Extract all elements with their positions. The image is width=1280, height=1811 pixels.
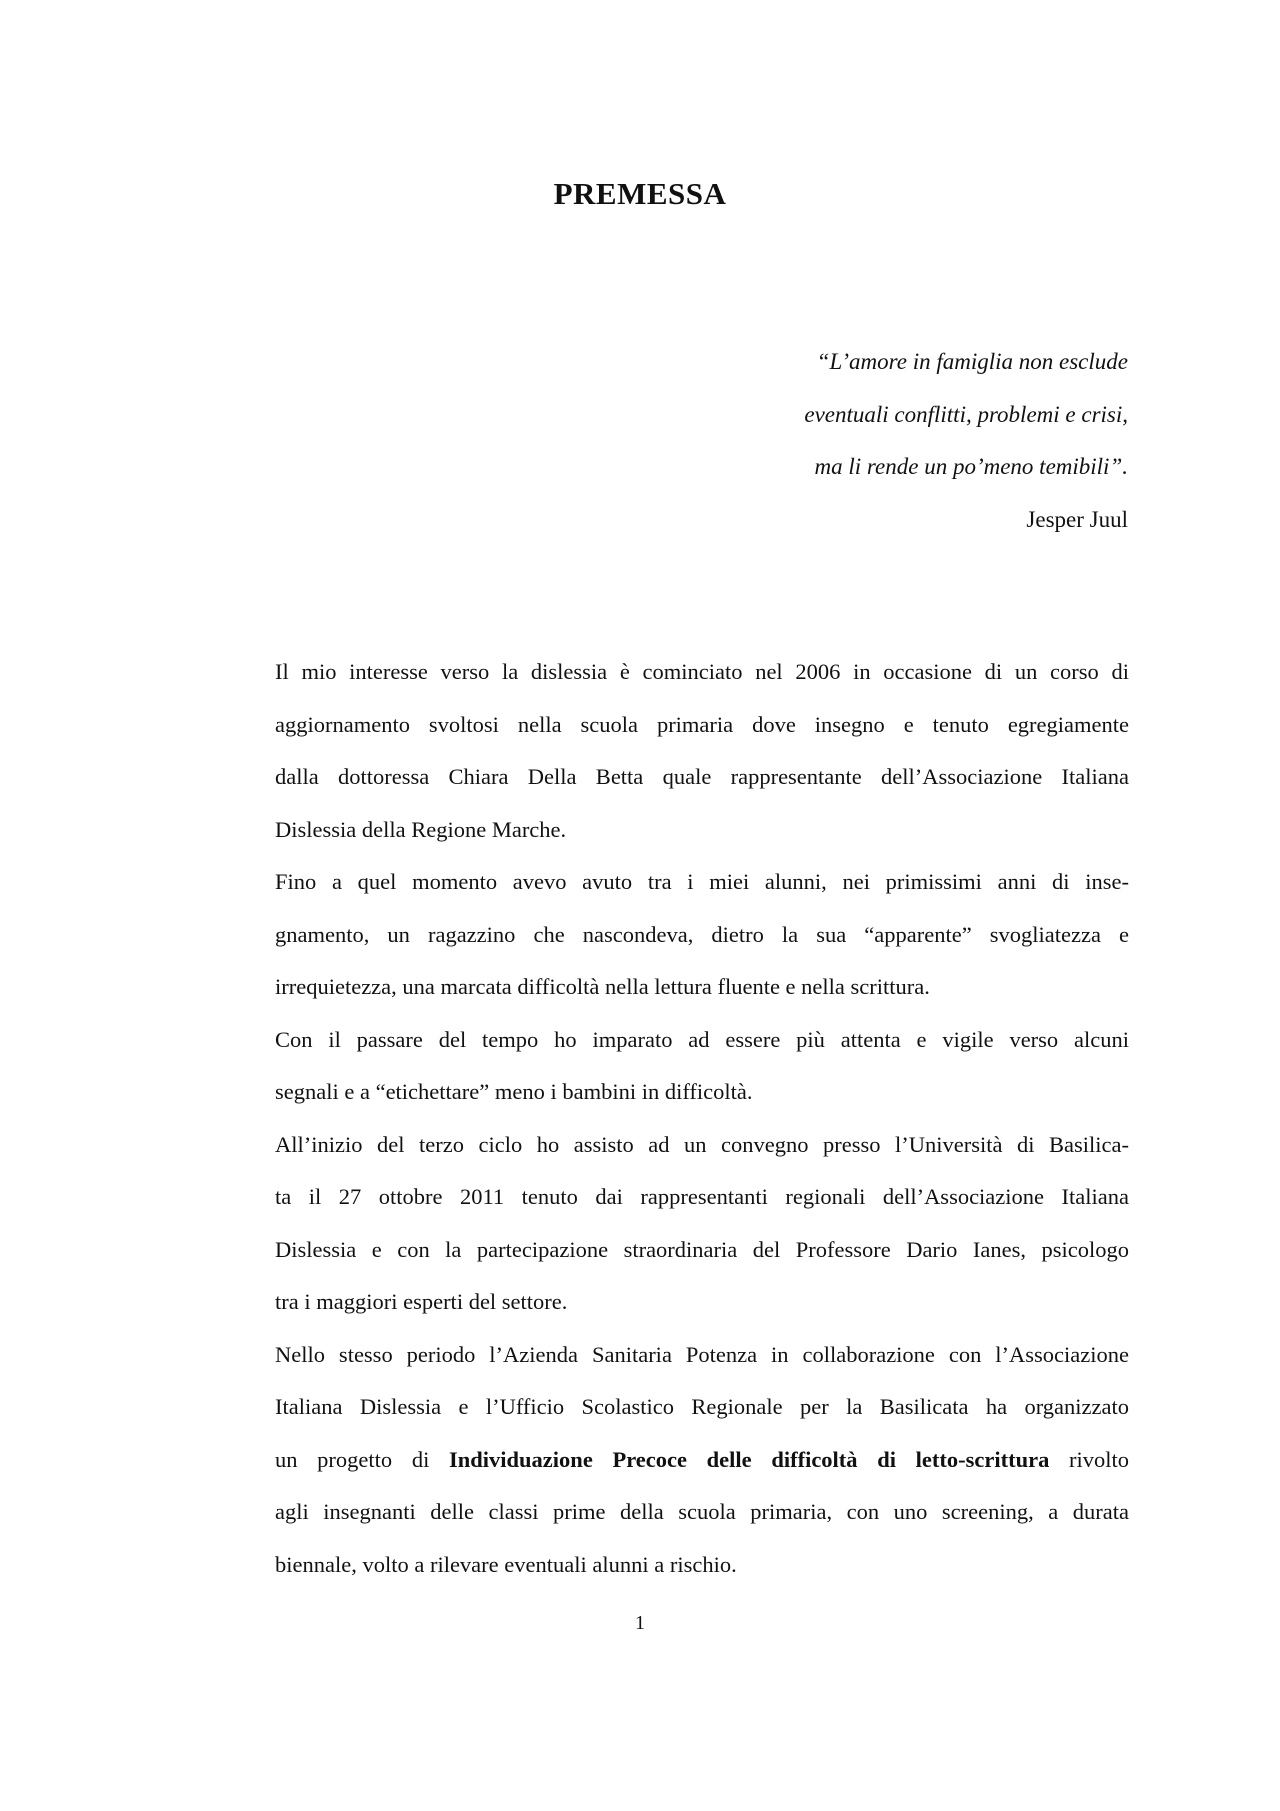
text-line: Dislessia e con la partecipazione straordinaria del Professore Dario Ianes, psicologo: [275, 1236, 1129, 1262]
text-line: All’inizio del terzo ciclo ho assisto ad un convegno presso l’Università di Basilica-: [275, 1131, 1129, 1157]
text-line: gnamento, un ragazzino che nascondeva, dietro la sua “apparente” svogliatezza e: [275, 921, 1129, 947]
text-line: Fino a quel momento avevo avuto tra i miei alunni, nei primissimi anni di inse-: [275, 869, 1129, 894]
epigraph-quote: [804, 336, 1128, 546]
text-line: dalla dottoressa Chiara Della Betta quale rappresentante dell’Associazione Italiana: [275, 764, 1129, 789]
text-line: tra i maggiori esperti del settore.: [275, 1289, 568, 1314]
paragraph: [275, 1329, 1129, 1592]
bold-project-title: Individuazione Precoce delle difficoltà di letto-scrittura: [449, 1446, 1050, 1472]
page-title: PREMESSA: [553, 176, 727, 211]
text-line: Con il passare del tempo ho imparato ad essere più attenta e vigile verso alcuni: [275, 1026, 1129, 1052]
text-line: ta il 27 ottobre 2011 tenuto dai rappresentanti regionali dell’Associazione Italiana: [275, 1184, 1129, 1209]
epigraph-line: ma li rende un po’meno temibili”.: [814, 454, 1128, 479]
text-segment: rivolto: [1049, 1446, 1130, 1472]
paragraph: [275, 1014, 1129, 1119]
text-line: agli insegnanti delle classi prime della scuola primaria, con uno screening, a durata: [275, 1499, 1129, 1524]
epigraph-line: “L’amore in famiglia non esclude: [816, 349, 1128, 374]
text-line: irrequietezza, una marcata difficoltà nella lettura fluente e nella scrittura.: [275, 974, 930, 999]
text-line: Italiana Dislessia e l’Ufficio Scolastico Regionale per la Basilicata ha organizzato: [275, 1394, 1129, 1419]
text-line: Dislessia della Regione Marche.: [275, 816, 567, 842]
paragraph: [275, 646, 1129, 856]
paragraph: [275, 856, 1129, 1014]
page-number: 1: [635, 1612, 645, 1634]
text-line: segnali e a “etichettare” meno i bambini in difficoltà.: [275, 1079, 753, 1104]
epigraph-author: Jesper Juul: [1026, 506, 1128, 532]
epigraph-line: eventuali conflitti, problemi e crisi,: [804, 401, 1128, 427]
text-segment: un progetto di: [275, 1446, 449, 1472]
body-text: [275, 646, 1129, 1591]
text-line: biennale, volto a rilevare eventuali alunni a rischio.: [275, 1551, 737, 1577]
text-line: aggiornamento svoltosi nella scuola primaria dove insegno e tenuto egregiamente: [275, 711, 1129, 737]
text-line: Nello stesso periodo l’Azienda Sanitaria Potenza in collaborazione con l’Associazione: [275, 1341, 1129, 1367]
text-line: Il mio interesse verso la dislessia è cominciato nel 2006 in occasione di un corso di: [275, 659, 1129, 684]
paragraph: [275, 1119, 1129, 1329]
text-line-with-emphasis: [275, 1434, 1129, 1487]
